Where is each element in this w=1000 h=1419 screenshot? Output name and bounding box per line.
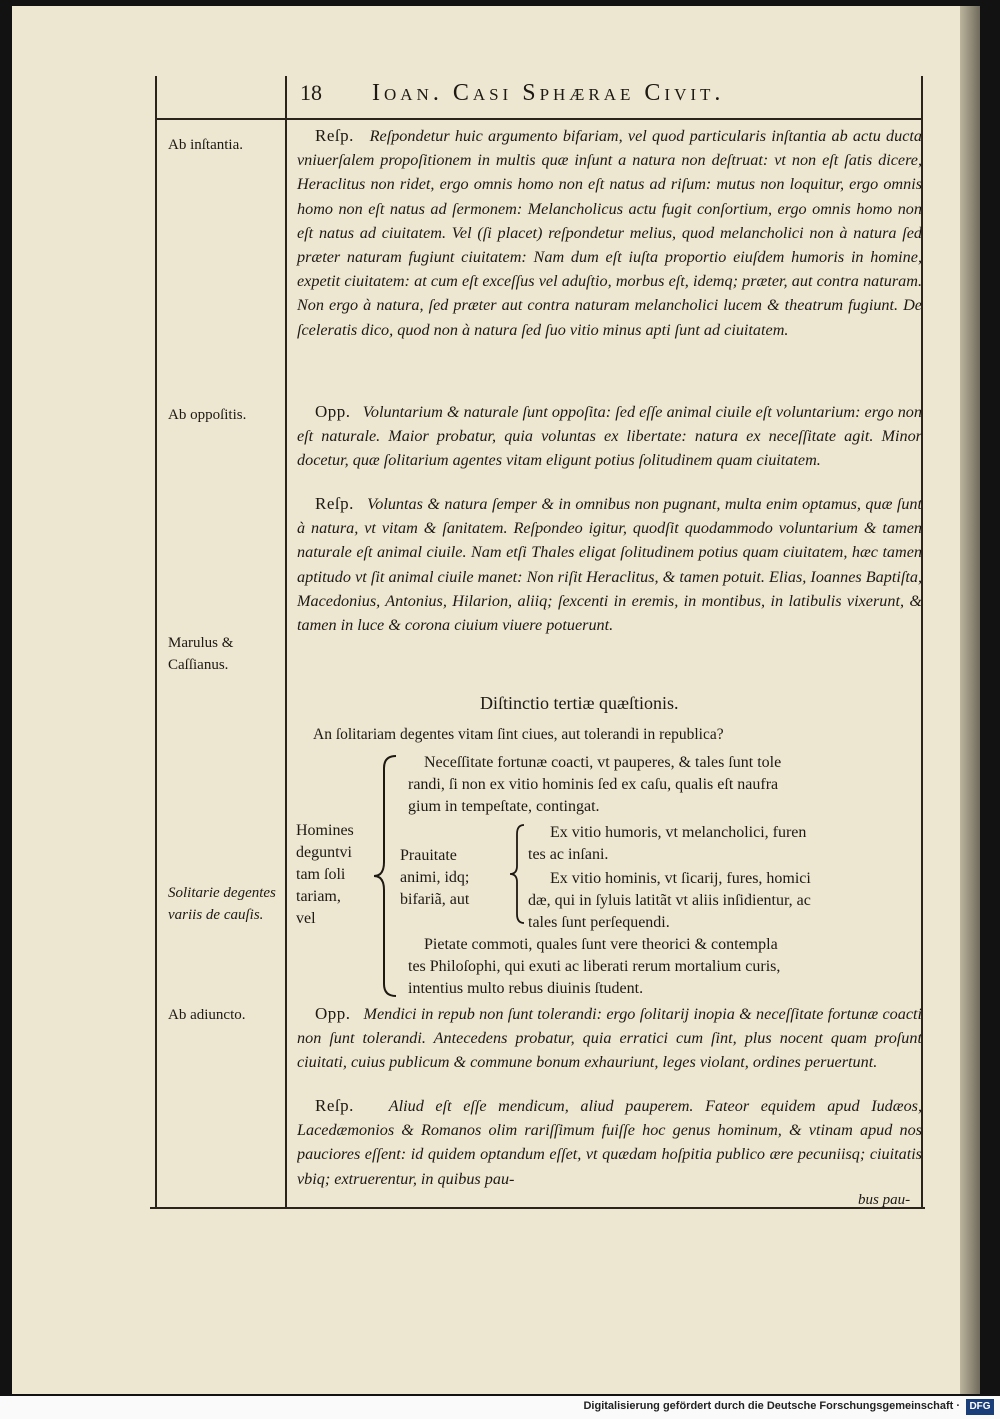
column-divider-rule <box>285 76 287 1209</box>
schema-brace-main <box>372 752 402 1000</box>
running-head: Ioan. Casi Sphærae Civit. <box>372 80 725 106</box>
margin-note-oppositis: Ab oppoſitis. <box>168 407 247 423</box>
paragraph-body: Mendici in repub non ſunt tolerandi: ergo ſolitarij inopia & neceſſitate fortunæ coacti non ſunt tolerandi. Antecedens probatur, quia erratici cum ſint, plus nocent quam proſunt ciuitati, cuius publicum & commune bonum exhauriunt, leges violant, ordines peruertunt. <box>297 1005 923 1072</box>
paragraph-resp-3 <box>297 1094 922 1190</box>
paragraph-body: Voluntarium & naturale ſunt oppoſita: ſed eſſe animal ciuile eſt voluntarium: ergo non eſt naturale. Maior probatur, quia voluntas ex libertate: natura ex neceſſitate agit. Minor docetur, quæ ſolitarium agentes vitam eligunt potius ſolitudinem quam ciuitatem. <box>297 403 922 470</box>
paragraph-body: Reſpondetur huic argumento bifariam, vel quod particularis inſtantia ab actu ducta vniuerſalem propoſitionem in multis quæ inſunt a natura non deſtruat: vt non eſt ſatis dicere, Heraclitus non ridet, ergo omnis homo non eſt natus ad riſum: mutus non loquitur, ergo omnis homo non eſt natus ad ſermonem: Melancholicus actu fugit conſortium, ergo omnis homo non eſt natus ad ciuitatem. Vel (ſi placet) reſpondetur melius, quod melancholici non à natura ſed præter naturam fugiunt ciuitatem: Nam dum eſt iuſta proportio eiuſdem humoris in homine, expetit ciuitatem: at cum eſt exceſſus vel aduſtio, morbus eſt, idemq; præter, aut contra naturam. Non ergo à natura, ſed præter aut contra naturam melancholici lucem & theatrum fugiunt. De ſceleratis dico, quod non à natura ſed ſuo vitio minus apti ſunt ad ciuitatem. <box>297 127 923 339</box>
margin-note-solitarie: Solitarie degentes variis de cauſis. <box>168 885 276 923</box>
paragraph-lead: Opp. <box>315 1004 351 1023</box>
schema-branch-vitio-hominis: Ex vitio hominis, vt ſicarij, fures, homici dæ, qui in ſyluis latitãt vt aliis inſidientur, ac tales ſunt perſequendi. <box>528 870 811 931</box>
paragraph-lead: Opp. <box>315 402 351 421</box>
page-number: 18 <box>300 80 322 105</box>
footer-credit: Digitalisierung gefördert durch die Deutsche Forschungsgemeinschaft · <box>583 1400 960 1412</box>
schema-branch-pietate: Pietate commoti, quales ſunt vere theorici & contempla tes Philoſophi, qui exuti ac liberati rerum mortalium curis, intentius multo rebus diuinis ſtudent. <box>408 936 781 997</box>
question-line: An ſolitariam degentes vitam ſint ciues, aut tolerandi in republica? <box>313 726 724 743</box>
paragraph-lead: Reſp. <box>315 1096 354 1115</box>
page-header <box>300 80 860 110</box>
paragraph-lead: Reſp. <box>315 494 354 513</box>
margin-note-instantia: Ab inſtantia. <box>168 137 243 153</box>
paragraph-body: Voluntas & natura ſemper & in omnibus non pugnant, multa enim optamus, quæ ſunt à natura, vt vitam & ſanitatem. Reſpondeo igitur, quodſit quodammodo voluntarium & tamen naturale eſt animal ciuile. Nam etſi Thales eligat ſolitudinem potius quam ciuitatem, hæc tamen aptitudo vt ſit animal ciuile manet: Non riſit Heraclitus, & tamen potuit. Elias, Ioannes Baptiſta, Macedonius, Antonius, Hilarion, aliiq; ſexcenti in eremis, in montibus, in latibulis vixerunt, & tamen in luce & corona ciuium viuere potuerunt. <box>297 495 922 635</box>
paragraph-lead: Reſp. <box>315 126 354 145</box>
paragraph-resp-2 <box>297 492 922 637</box>
paragraph-resp-1 <box>297 124 922 342</box>
schema-branch-necessitate: Neceſſitate fortunæ coacti, vt pauperes, & tales ſunt tole randi, ſi non ex vitio hominis ſed ex caſu, qualis eſt naufra gium in tempeſtate, contingat. <box>408 754 782 815</box>
paragraph-opp-2 <box>297 1002 922 1075</box>
page-edge <box>960 6 980 1394</box>
schema-root: Homines deguntvi tam ſoli tariam, vel <box>296 822 354 927</box>
digitization-footer <box>0 1396 1000 1419</box>
paragraph-opp-1 <box>297 400 922 473</box>
schema-brace-sub <box>508 822 528 926</box>
outer-left-rule <box>155 76 157 1209</box>
schema-branch-vitio-humoris: Ex vitio humoris, vt melancholici, furen tes ac inſani. <box>528 824 807 863</box>
catchword: bus pau- <box>858 1192 911 1208</box>
paragraph-body: Aliud eſt eſſe mendicum, aliud pauperem. Fateor equidem apud Iudæos, Lacedæmonios & Romanos olim rariſſimum fuiſſe hoc genus hominum, & vtinam apud nos pauciores eſſent: id quidem optandum eſſet, vt quædam hoſpitia publico ære pecuniisq; ciuitatis vbiq; extruerentur, in quibus pau- <box>297 1097 922 1188</box>
dfg-logo: DFG <box>966 1399 994 1415</box>
margin-note-adiuncto: Ab adiuncto. <box>168 1007 246 1023</box>
margin-note-marulus: Marulus & Caſſianus. <box>168 635 234 673</box>
top-rule <box>155 118 923 120</box>
section-heading: Diſtinctio tertiæ quæſtionis. <box>480 693 679 713</box>
bottom-rule <box>150 1207 925 1209</box>
schema-branch-prauitate-label: Prauitate animi, idq; bifariã, aut <box>400 847 470 908</box>
